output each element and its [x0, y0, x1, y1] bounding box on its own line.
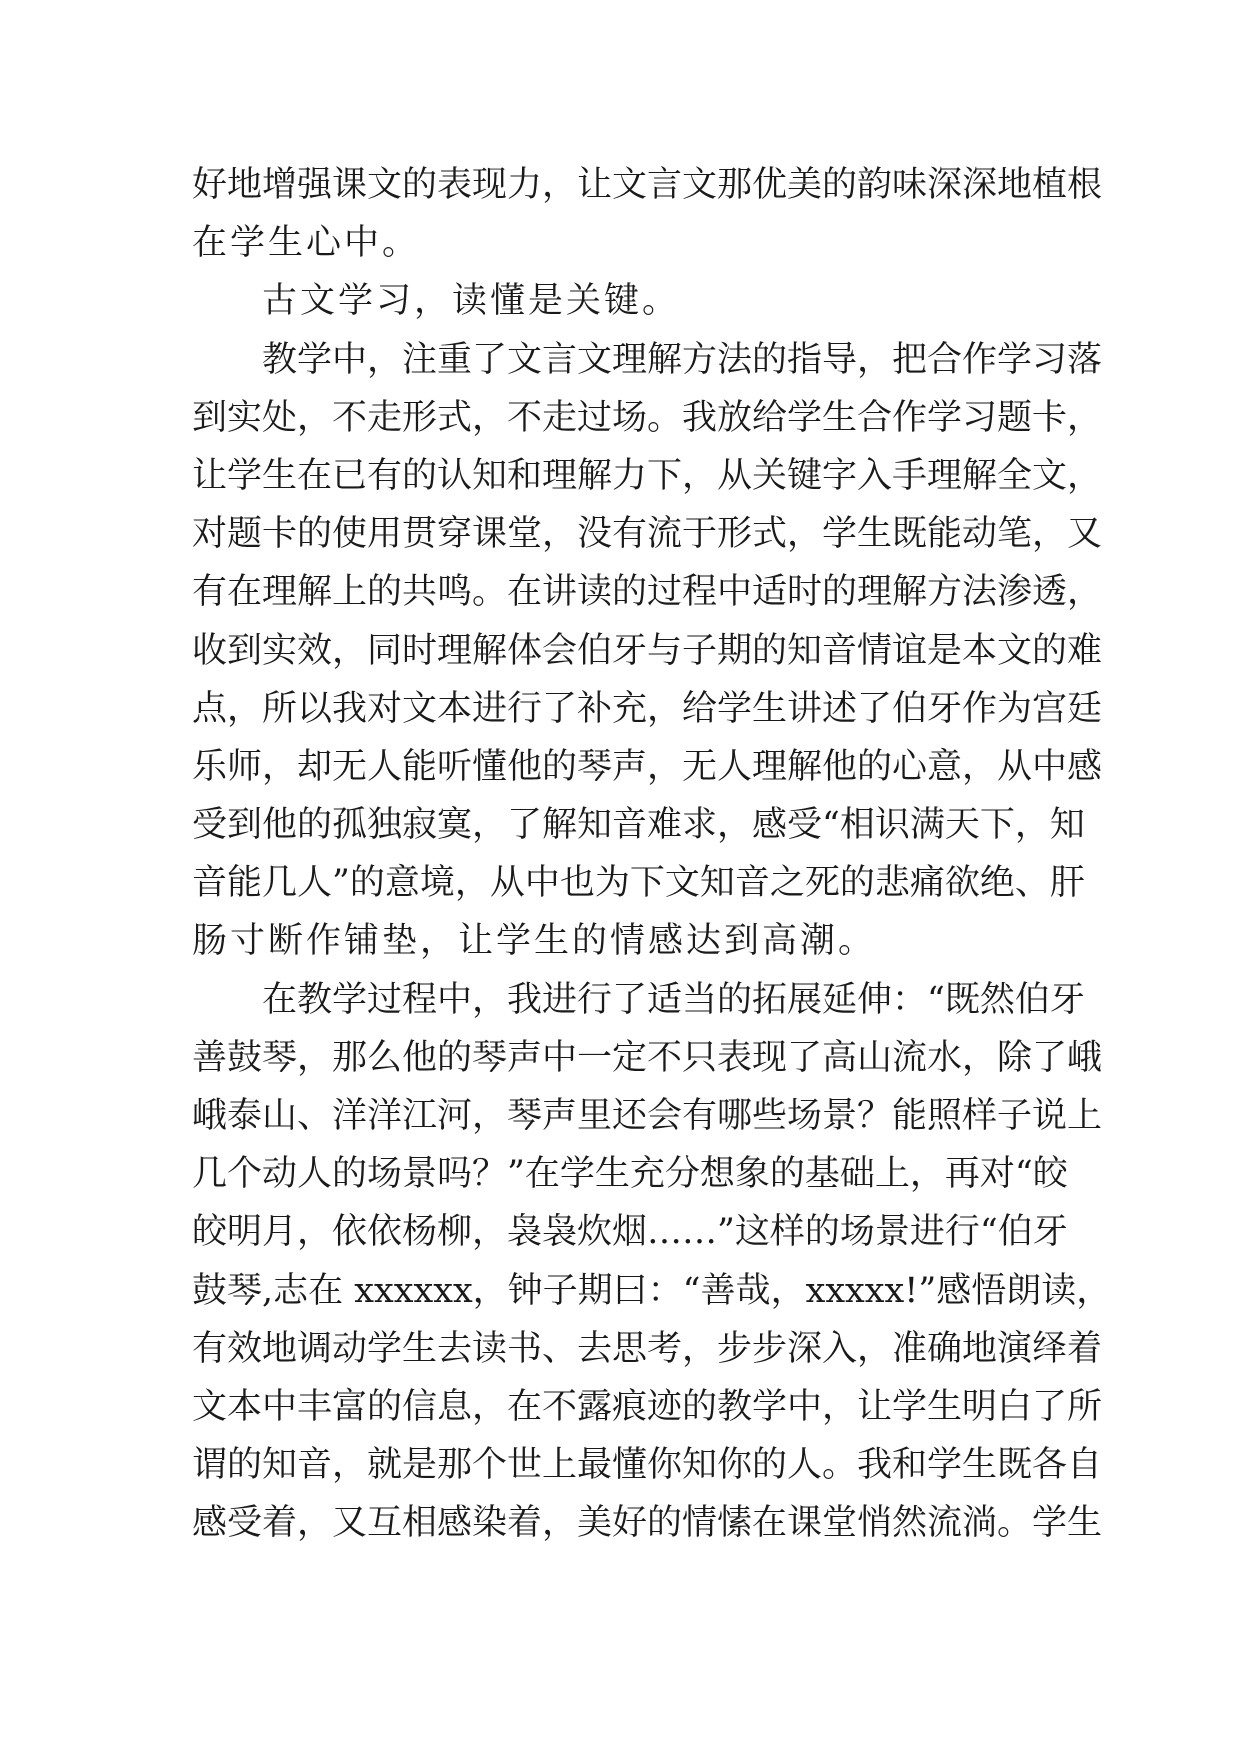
text-line: 有在理解上的共鸣。在讲读的过程中适时的理解方法渗透，: [192, 572, 1103, 613]
text-line: 谓的知音，就是那个世上最懂你知你的人。我和学生既各自: [192, 1445, 1103, 1486]
text-line: 鼓琴,志在 xxxxxx，钟子期曰：“善哉，xxxxx!”感悟朗读，: [192, 1270, 1112, 1311]
text-line: 教学中，注重了文言文理解方法的指导，把合作学习落: [262, 339, 1103, 380]
text-line: 皎明月，依依杨柳，袅袅炊烟……”这样的场景进行“伯牙: [192, 1212, 1068, 1253]
text-line: 到实处，不走形式，不走过场。我放给学生合作学习题卡，: [192, 397, 1103, 438]
text-line: 古文学习，读懂是关键。: [262, 281, 681, 322]
text-line: 让学生在已有的认知和理解力下，从关键字入手理解全文，: [192, 455, 1103, 496]
text-line: 好地增强课文的表现力，让文言文那优美的韵味深深地植根: [192, 165, 1103, 205]
text-line: 受到他的孤独寂寞，了解知音难求，感受“相识满天下，知: [192, 805, 1085, 846]
text-line: 点，所以我对文本进行了补充，给学生讲述了伯牙作为宫廷: [192, 688, 1103, 729]
text-line: 音能几人”的意境，从中也为下文知音之死的悲痛欲绝、肝: [192, 863, 1085, 904]
text-line: 乐师，却无人能听懂他的琴声，无人理解他的心意，从中感: [192, 746, 1103, 787]
text-line: 几个动人的场景吗？”在学生充分想象的基础上，再对“皎: [192, 1154, 1068, 1195]
text-line: 收到实效，同时理解体会伯牙与子期的知音情谊是本文的难: [192, 630, 1103, 671]
text-line: 文本中丰富的信息，在不露痕迹的教学中，让学生明白了所: [192, 1386, 1103, 1427]
text-line: 感受着，又互相感染着，美好的情愫在课堂悄然流淌。学生: [192, 1503, 1103, 1544]
text-line: 有效地调动学生去读书、去思考，步步深入，准确地演绎着: [192, 1328, 1103, 1369]
document-body: [192, 156, 1112, 1553]
text-line: 峨泰山、洋洋江河，琴声里还会有哪些场景？能照样子说上: [192, 1096, 1103, 1136]
text-line: 在教学过程中，我进行了适当的拓展延伸：“既然伯牙: [262, 979, 1085, 1020]
text-line: 对题卡的使用贯穿课堂，没有流于形式，学生既能动笔，又: [192, 514, 1103, 555]
text-line: 肠寸断作铺垫，让学生的情感达到高潮。: [192, 921, 877, 962]
text-line: 在学生心中。: [192, 223, 421, 264]
text-line: 善鼓琴，那么他的琴声中一定不只表现了高山流水，除了峨: [192, 1037, 1103, 1078]
